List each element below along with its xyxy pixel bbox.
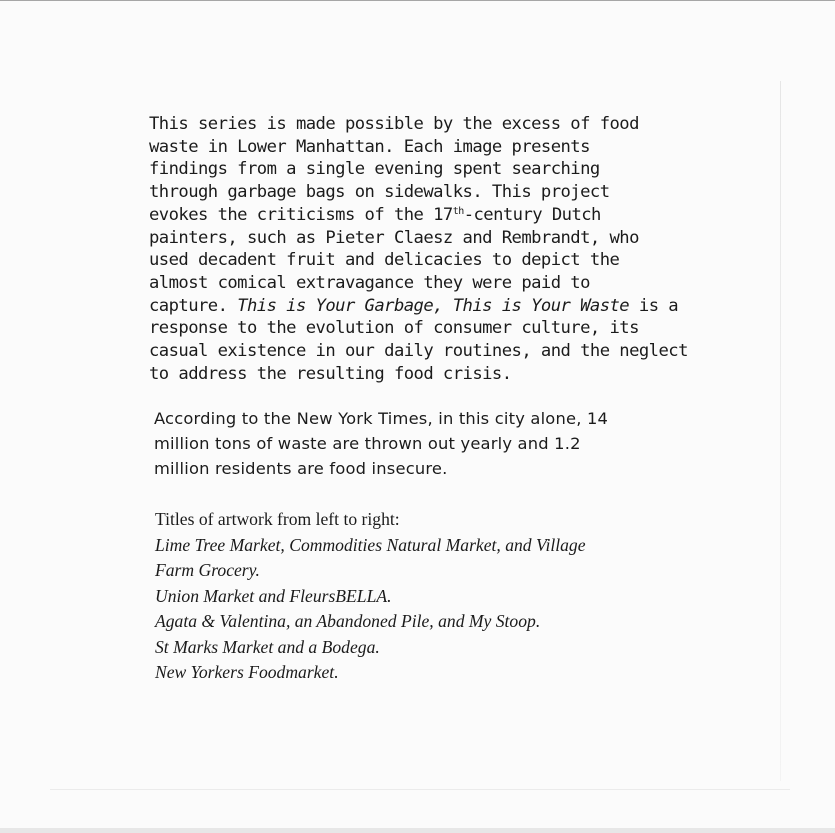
- text-fragment: evokes the criticisms of the 17: [149, 204, 453, 225]
- project-description-paragraph: [149, 113, 689, 385]
- text-line: million tons of waste are thrown out yearly and 1.2: [154, 434, 581, 453]
- text-line: According to the New York Times, in this city alone, 14: [154, 409, 609, 428]
- text-line: to address the resulting food crisis.: [149, 363, 512, 384]
- text-fragment: capture.: [149, 295, 238, 316]
- artwork-title-line: St Marks Market and a Bodega.: [155, 636, 380, 657]
- text-line: [149, 204, 689, 227]
- text-line: This series is made possible by the excess of food: [149, 114, 639, 134]
- artwork-title-line: Lime Tree Market, Commodities Natural Market, and Village: [155, 534, 586, 555]
- text-fragment: is a: [629, 295, 679, 316]
- text-line: [149, 295, 689, 318]
- text-fragment: -century Dutch: [463, 204, 601, 225]
- text-line: used decadent fruit and delicacies to depict the: [149, 250, 620, 271]
- text-line: almost comical extravagance they were paid to: [149, 272, 590, 293]
- text-line: through garbage bags on sidewalks. This project: [149, 182, 610, 203]
- text-line: casual existence in our daily routines, and the neglect: [149, 341, 688, 362]
- artwork-titles-list: [155, 507, 695, 686]
- paper-fold-line: [50, 789, 790, 790]
- text-line: findings from a single evening spent searching: [149, 159, 600, 180]
- bottom-edge: [0, 828, 835, 833]
- text-line: response to the evolution of consumer culture, its: [149, 318, 639, 339]
- text-line: million residents are food insecure.: [154, 459, 448, 478]
- statistics-paragraph: [154, 406, 674, 481]
- artwork-title-line: Union Market and FleursBELLA.: [155, 585, 392, 606]
- artwork-title-line: Agata & Valentina, an Abandoned Pile, and My Stoop.: [155, 611, 541, 631]
- text-line: waste in Lower Manhattan. Each image presents: [149, 136, 590, 157]
- ordinal-suffix: th: [452, 205, 464, 217]
- text-line: painters, such as Pieter Claesz and Rembrandt, who: [149, 227, 639, 248]
- artwork-title-line: Farm Grocery.: [155, 560, 260, 580]
- titles-heading: Titles of artwork from left to right:: [155, 509, 400, 529]
- series-title: This is Your Garbage, This is Your Waste: [237, 295, 630, 316]
- artwork-title-line: New Yorkers Foodmarket.: [155, 662, 339, 682]
